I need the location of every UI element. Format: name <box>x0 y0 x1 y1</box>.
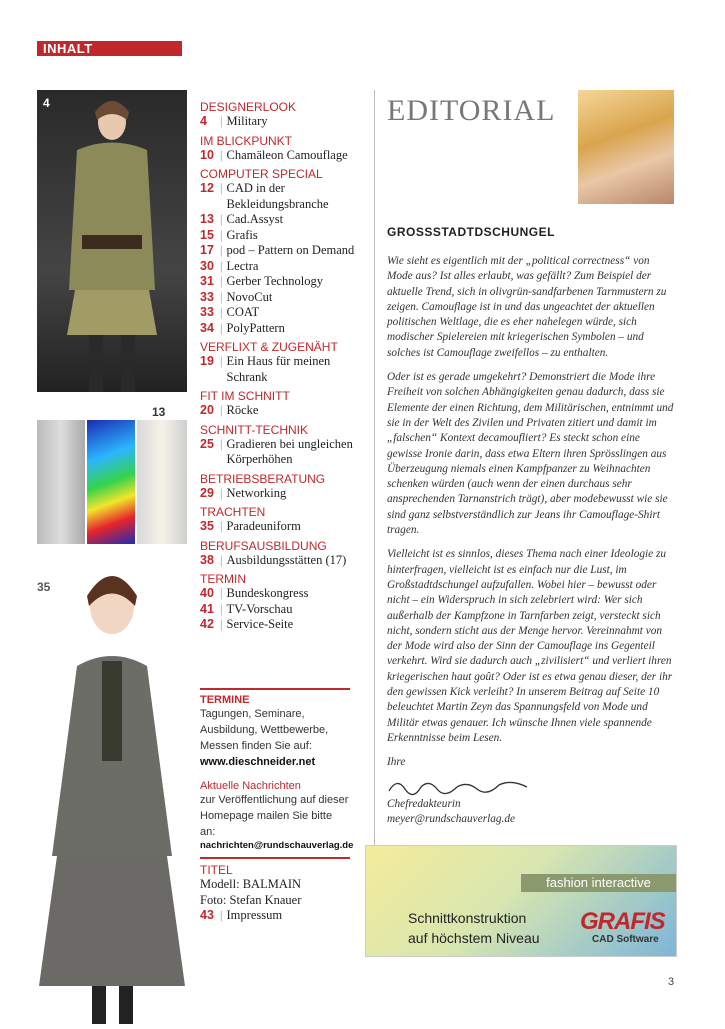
toc-item[interactable]: 30 | Lectra <box>200 258 259 273</box>
toc-item-number: 15 <box>200 227 214 242</box>
ad-brand: GRAFIS <box>580 908 665 935</box>
toc-section-title: DESIGNERLOOK <box>200 100 297 114</box>
section-header <box>37 41 182 56</box>
photo-number: 4 <box>43 96 50 110</box>
toc-item-number: 20 <box>200 403 214 417</box>
toc-item-label: Chamäleon Camouflage <box>226 147 348 162</box>
toc-item-label: PolyPattern <box>226 320 285 335</box>
ad-sub: CAD Software <box>592 934 659 945</box>
editorial-email[interactable]: meyer@rundschauverlag.de <box>387 812 516 825</box>
editorial-paragraph: Oder ist es gerade umgekehrt? Demonstriert die Mode ihre Freiheit von solchen Abhängigkeiten genau dadurch, dass sie Elemente der einen Richtung, dem Militärischen, entnimmt und sie in der Welt des Zivilen und Privaten zitiert und damit im „falschen“ Kontext decamoufliert? Es steckt schon eine gewisse Ironie darin, dass etwa Eltern ihren Sprösslingen aus Überzeugung niemals einen Kampfpanzer zu Weihnachten schenken würden (auch wenn der einen durchaus sehr ansprechenden Tarnanstrich trägt), aber modebewusst wie sie sind ganz selbstverständlich zur Jeans ihr Camouflage-Shirt tragen. <box>387 371 674 537</box>
toc-item-number: 17 <box>200 243 214 257</box>
photo-number: 35 <box>37 580 51 594</box>
toc-item-label: Networking <box>226 485 287 500</box>
toc-item[interactable]: 10 | Chamäleon Camouflage <box>200 147 348 162</box>
editorial-headline: GROSSSTADTDSCHUNGEL <box>387 225 555 239</box>
termine-title: TERMINE <box>200 694 250 706</box>
toc-item-number: 41 <box>200 601 214 616</box>
titel-foto-text: Foto: Stefan Knauer <box>200 892 302 907</box>
toc-item-label: Military <box>226 114 268 128</box>
toc-item[interactable]: 34 | PolyPattern <box>200 320 285 335</box>
titel-foto <box>200 893 350 909</box>
toc-item-label: Service-Seite <box>226 617 294 631</box>
table-of-contents <box>200 96 360 633</box>
toc-item[interactable]: 25 | Gradieren bei ungleichen Körperhöhen <box>200 437 360 468</box>
editorial-body <box>387 254 677 827</box>
toc-item[interactable]: 15 | Grafis <box>200 227 258 242</box>
toc-item-number: 35 <box>200 519 214 533</box>
toc-item[interactable]: 12 | CAD in der Bekleidungsbranche <box>200 181 360 212</box>
toc-item[interactable]: 41 | TV-Vorschau <box>200 601 293 616</box>
toc-item-label: Röcke <box>226 403 259 417</box>
toc-item-number: 43 <box>200 908 214 922</box>
toc-item-label: pod – Pattern on Demand <box>226 243 355 257</box>
toc-section-title: BERUFSAUSBILDUNG <box>200 538 327 553</box>
ad-line1: Schnittkonstruktion <box>408 910 527 926</box>
toc-section-title: FIT IM SCHNITT <box>200 389 290 403</box>
toc-item-label: Gerber Technology <box>226 274 323 288</box>
runway-photo <box>37 90 187 392</box>
toc-item-number: 4 <box>200 114 207 128</box>
toc-section-title: IM BLICKPUNKT <box>200 133 293 148</box>
toc-section-title: COMPUTER SPECIAL <box>200 167 323 181</box>
toc-item[interactable]: 4 | Military <box>200 114 268 128</box>
toc-item[interactable]: 13 | Cad.Assyst <box>200 212 284 226</box>
toc-item-number: 19 <box>200 354 214 368</box>
costume-photo <box>37 556 187 1024</box>
toc-section-title: TERMIN <box>200 572 246 586</box>
toc-item-label: COAT <box>226 305 260 319</box>
titel-model-text: Modell: BALMAIN <box>200 877 302 891</box>
editorial-title: EDITORIAL <box>387 94 556 127</box>
toc-item-label: TV-Vorschau <box>226 601 293 616</box>
toc-item-number: 42 <box>200 617 214 631</box>
termine-box <box>200 688 354 924</box>
toc-item[interactable]: 29 | Networking <box>200 485 287 500</box>
ad-tag: fashion interactive <box>521 874 676 892</box>
grafis-advertisement[interactable] <box>365 845 677 957</box>
editorial-paragraph: Wie sieht es eigentlich mit der „political correctness“ von Mode aus? Ist alles erlaubt, was gefällt? Zum Beispiel der aktuelle Trend, sich in olivgrün-sandfarbenen Tarnmustern zu zeigen. Camouflage ist in und das ungeachtet der aktuellen politischen Weltlage, die es eher nahelegen würde, sich modischer Spielereien mit kriegerischen Symbolen – und solches ist Camouflage zweifellos – zu enthalten. <box>387 255 667 359</box>
toc-item-label: Grafis <box>226 227 258 242</box>
toc-item-number: 34 <box>200 320 214 335</box>
toc-item-label: Bundeskongress <box>226 586 309 600</box>
jacket-photo <box>137 420 187 544</box>
termine-url[interactable]: www.dieschneider.net <box>200 756 316 768</box>
toc-item[interactable]: 35 | Paradeuniform <box>200 519 301 533</box>
toc-section-title: BETRIEBSBERATUNG <box>200 471 326 486</box>
toc-item-number: 40 <box>200 586 214 600</box>
toc-item-number: 13 <box>200 212 214 226</box>
toc-item[interactable]: 19 | Ein Haus für meinen Schrank <box>200 354 360 385</box>
costume-illustration <box>37 556 187 1024</box>
toc-item[interactable]: 42 | Service-Seite <box>200 617 294 631</box>
column-divider <box>374 90 375 850</box>
toc-item[interactable]: 31 | Gerber Technology <box>200 274 323 288</box>
toc-section-title: SCHNITT-TECHNIK <box>200 422 308 437</box>
toc-item-label: Cad.Assyst <box>226 212 284 226</box>
photo-number: 13 <box>152 405 166 419</box>
toc-item-number: 38 <box>200 552 214 567</box>
runway-illustration <box>37 90 187 392</box>
toc-section-title: TRACHTEN <box>200 505 266 519</box>
toc-item[interactable]: 40 | Bundeskongress <box>200 586 309 600</box>
ad-line2: auf höchstem Niveau <box>408 930 540 946</box>
toc-item-label: Impressum <box>226 908 283 922</box>
editor-portrait <box>578 90 674 204</box>
toc-item-label: Gradieren bei ungleichen Körperhöhen <box>226 436 353 466</box>
toc-item-number: 31 <box>200 274 214 288</box>
divider <box>200 688 350 690</box>
toc-item[interactable]: 17 | pod – Pattern on Demand <box>200 243 355 257</box>
toc-item-number: 12 <box>200 181 214 195</box>
news-title: Aktuelle Nachrichten <box>200 780 301 792</box>
toc-item-impressum[interactable]: 43 | Impressum <box>200 908 283 922</box>
toc-item-label: CAD in der Bekleidungsbranche <box>226 181 329 211</box>
toc-item-label: Ein Haus für meinen Schrank <box>226 354 331 384</box>
news-text: zur Veröffentlichung auf dieser Homepage mailen Sie bitte an: <box>200 794 349 838</box>
toc-item-number: 30 <box>200 258 214 273</box>
toc-item-label: Ausbildungsstätten (17) <box>226 552 347 567</box>
toc-section-title: VERFLIXT & ZUGENÄHT <box>200 340 338 354</box>
editorial-paragraph: Vielleicht ist es sinnlos, dieses Thema nach einer Ideologie zu hinterfragen, vielleicht ist es einfach nur die Lust, im Großstadtdschungel aufzufallen. Wobei hier – bewusst oder nicht – ein Widerspruch in sich zelebriert wird: Wer sich außerhalb der Kampfzone in Tarnfarben zeigt, versteckt sich nicht, sondern sticht aus der Menge hervor. Vereinnahmt von der Mode wird also der Sinn der Camouflage ins Gegenteil verkehrt. Wird sie dadurch auch „zivilisiert“ und verliert ihren kriegerischen haut goût? Oder ist es etwa genau dieser, der ihr den gewissen Kick verleiht? In unserem Beitrag auf Seite 10 beleuchtet Martin Zeyn das Spannungsfeld von Mode und Militär etwas genauer. Ich wünsche Ihnen viele spannende Erkenntnisse beim Lesen. <box>387 548 673 744</box>
header-label: INHALT <box>43 41 93 56</box>
termine-text: Tagungen, Seminare, Ausbildung, Wettbewerbe, Messen finden Sie auf: <box>200 708 329 752</box>
toc-item-label: Lectra <box>226 258 259 273</box>
toc-item-label: Paradeuniform <box>226 519 301 533</box>
toc-item[interactable]: 38 | Ausbildungsstätten (17) <box>200 552 347 567</box>
toc-item-label: NovoCut <box>226 289 273 304</box>
toc-item[interactable]: 33 | NovoCut <box>200 289 273 304</box>
mannequin-photo <box>37 420 85 544</box>
heatmap-photo <box>87 420 135 544</box>
toc-item-number: 25 <box>200 436 214 451</box>
toc-item-number: 33 <box>200 289 214 304</box>
editorial-role: Chefredakteurin <box>387 797 461 810</box>
news-email[interactable]: nachrichten@rundschauverlag.de <box>200 840 354 851</box>
editorial-closing: Ihre <box>387 756 406 769</box>
titel-section: TITEL <box>200 863 233 877</box>
titel-model <box>200 877 350 893</box>
signature-icon <box>387 775 537 797</box>
toc-item-number: 10 <box>200 147 214 162</box>
toc-item[interactable]: 33 | COAT <box>200 305 260 319</box>
divider <box>200 857 350 859</box>
toc-item-number: 29 <box>200 485 214 500</box>
page-number: 3 <box>668 976 675 988</box>
toc-item-number: 33 <box>200 305 214 319</box>
toc-item[interactable]: 20 | Röcke <box>200 403 259 417</box>
fit-photos <box>37 420 187 544</box>
